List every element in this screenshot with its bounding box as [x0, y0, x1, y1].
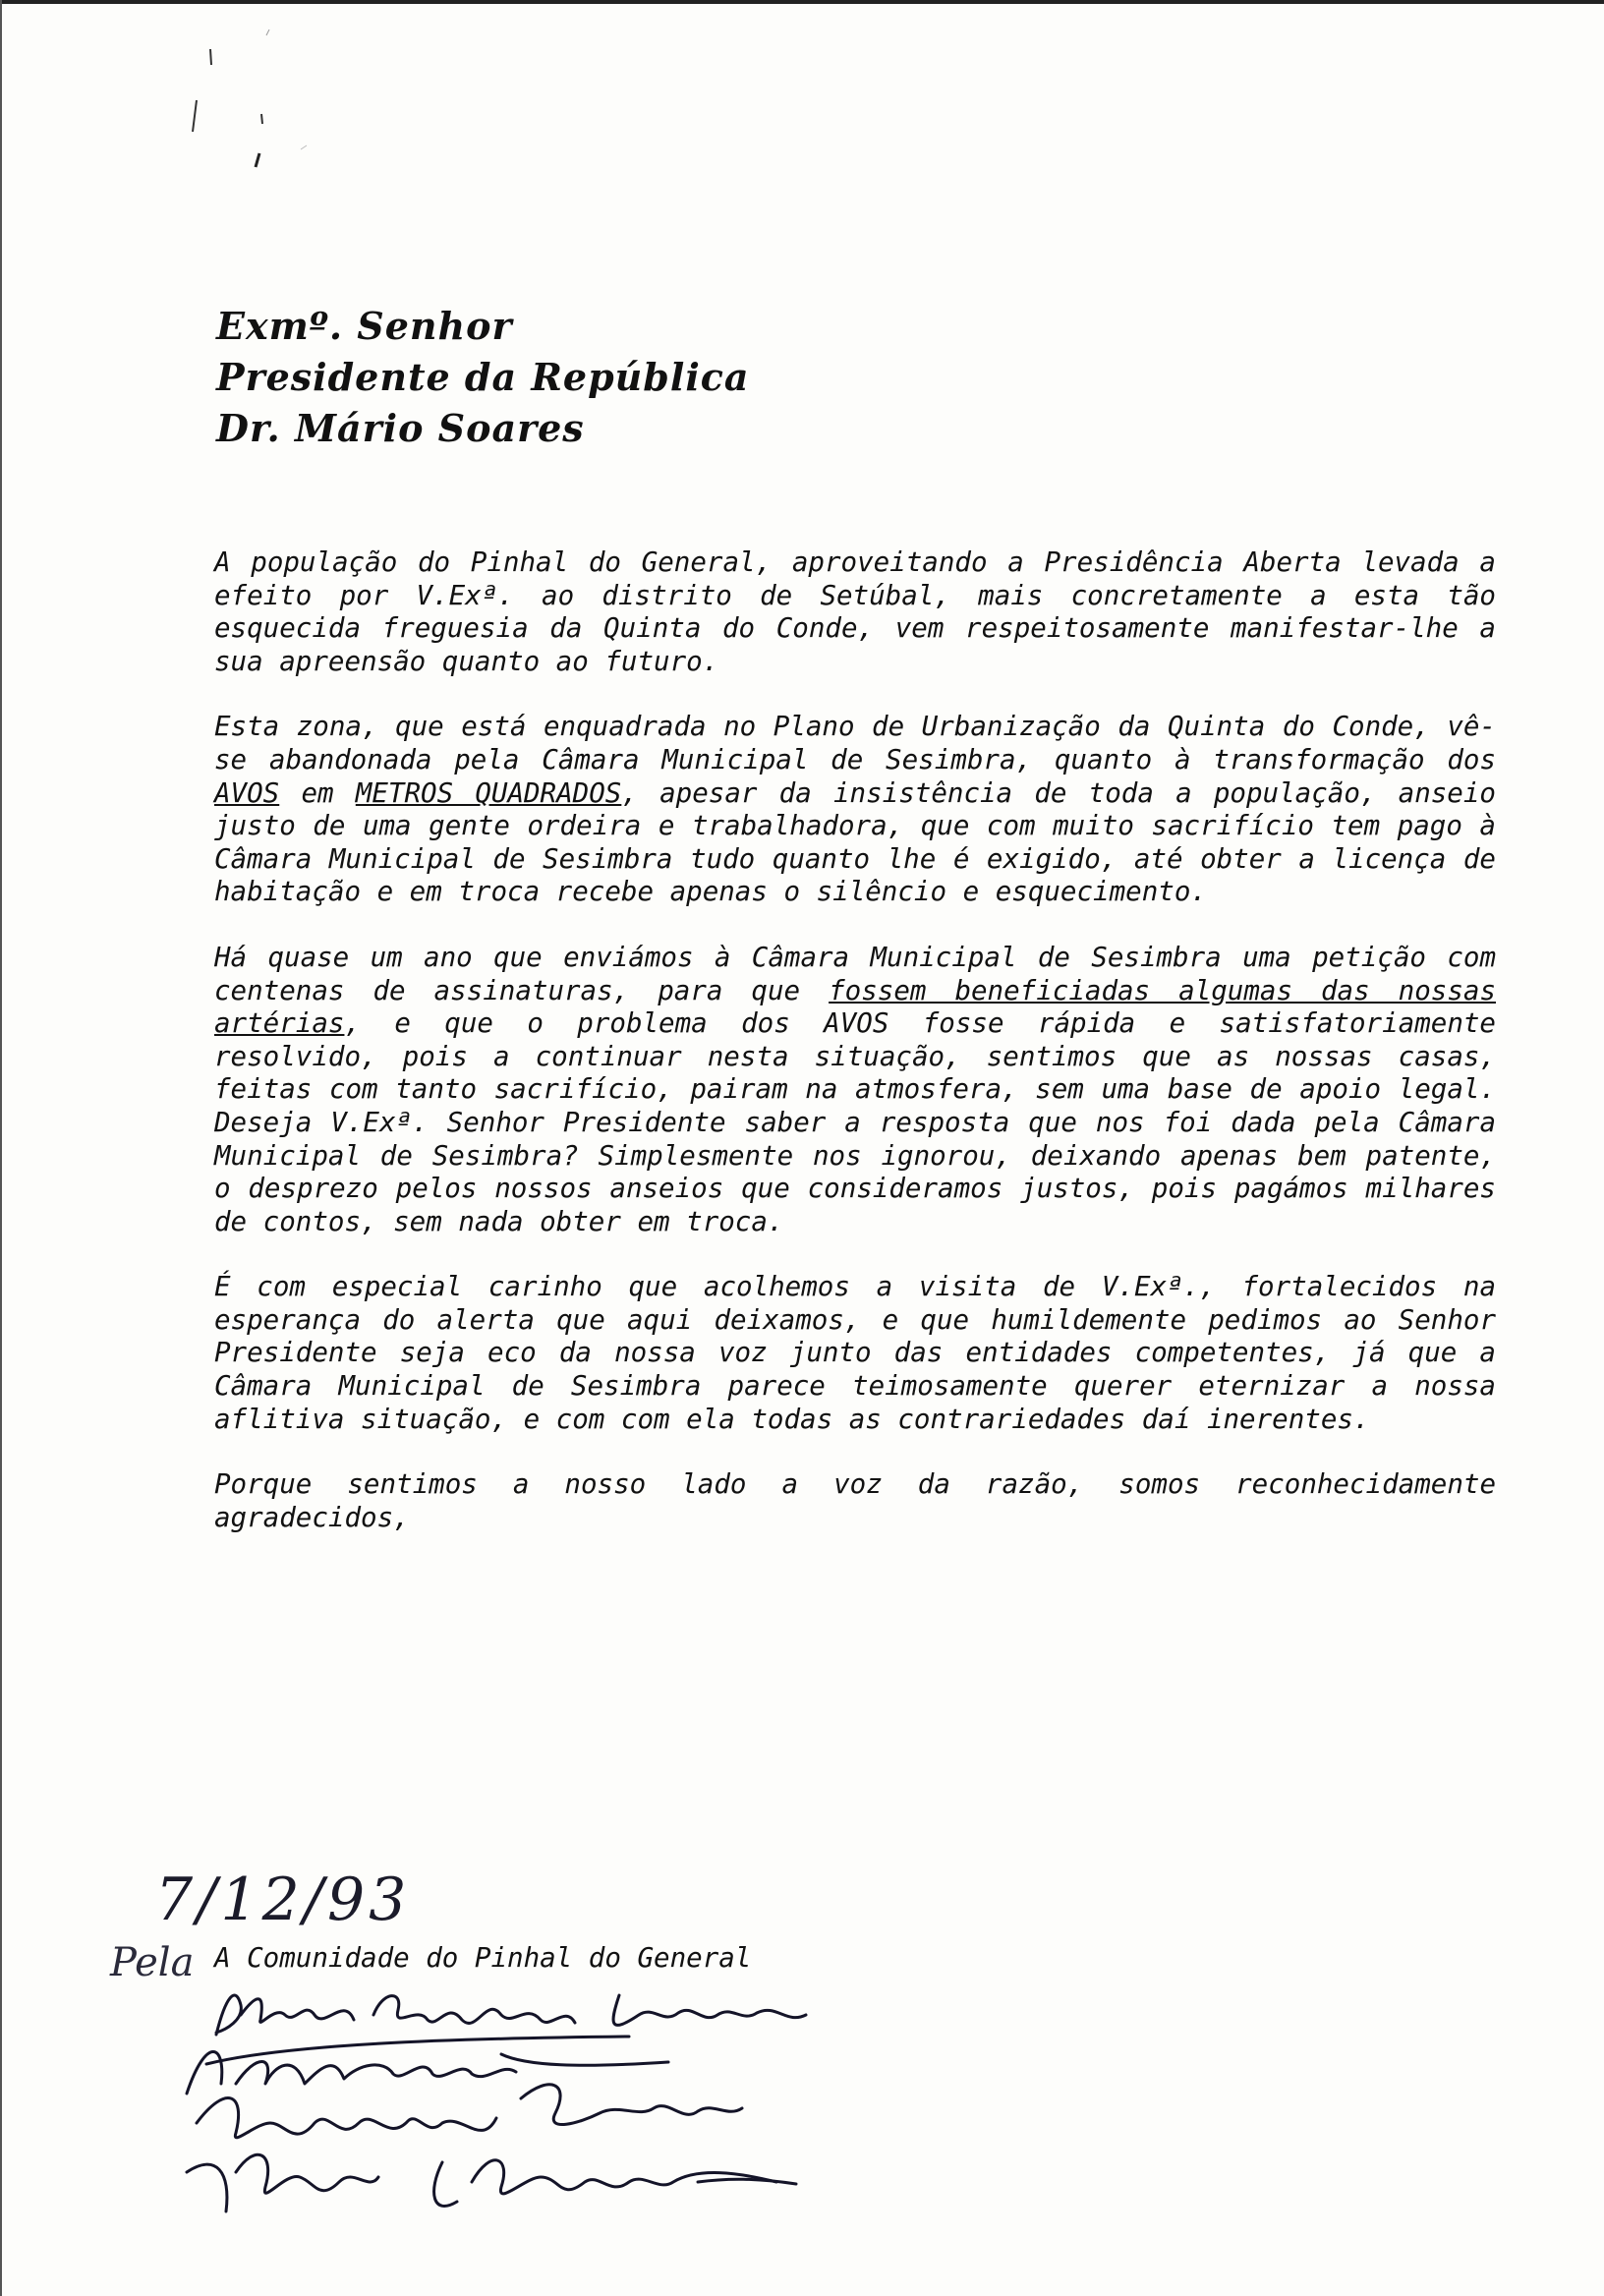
- handwritten-date: 7/12/93: [155, 1866, 411, 1934]
- stray-marks: [177, 29, 334, 187]
- addressee-title: Presidente da República: [216, 355, 750, 399]
- letter-paragraph-2: [214, 711, 1496, 909]
- letter-paragraph-5: Porque sentimos a nosso lado a voz da razão, somos reconhecidamente agradecidos,: [214, 1468, 1496, 1533]
- handwritten-note: Pela: [110, 1940, 195, 1985]
- signoff-line: A Comunidade do Pinhal do General: [214, 1942, 752, 1974]
- addressee-salutation: Exmº. Senhor: [216, 304, 513, 348]
- addressee-name: Dr. Mário Soares: [216, 406, 585, 450]
- p2-text-c: , apesar da insistência de toda a população, anseio justo de uma gente ordeira e trabalhadora, que com muito sacrifício tem pago à Câmara Municipal de Sesimbra tudo quanto lhe é exigido, até obter a licença de habitação e em troca recebe apenas o silêncio e esquecimento.: [214, 776, 1496, 908]
- p2-metros-underlined: METROS QUADRADOS: [355, 776, 622, 809]
- p3-underlined-phrase: fossem beneficiadas algumas das nossas artérias: [214, 974, 1496, 1040]
- p2-text-b: em: [279, 776, 356, 809]
- letter-paragraph-1: A população do Pinhal do General, aproveitando a Presidência Aberta levada a efeito por V.Exª. ao distrito de Setúbal, mais concretamente a esta tão esquecida freguesia da Quinta do Conde, vem respeitosamente manifestar-lhe a sua apreensão quanto ao futuro.: [214, 546, 1496, 677]
- page-border-top: [0, 0, 1604, 4]
- addressee-block: [216, 301, 750, 454]
- handwritten-signatures: [147, 1976, 904, 2221]
- letter-paragraph-4: É com especial carinho que acolhemos a visita de V.Exª., fortalecidos na esperança do alerta que aqui deixamos, e que humildemente pedimos ao Senhor Presidente seja eco da nossa voz junto das entidades competentes, já que a Câmara Municipal de Sesimbra parece teimosamente querer eternizar a nossa aflitiva situação, e com com ela todas as contrariedades daí inerentes.: [214, 1271, 1496, 1435]
- letter-body: [214, 546, 1496, 1567]
- p3-text-a: Há quase um ano que enviámos à Câmara Municipal de Sesimbra uma petição com centenas de assinaturas, para que: [214, 941, 1496, 1006]
- page-border-left: [0, 0, 2, 2296]
- p3-text-b: , e que o problema dos AVOS fosse rápida e satisfatoriamente resolvido, pois a continuar nesta situação, sentimos que as nossas casas, feitas com tanto sacrifício, pairam na atmosfera, sem uma base de apoio legal. Deseja V.Exª. Senhor Presidente saber a resposta que nos foi dada pela Câmara Municipal de Sesimbra? Simplesmente nos ignorou, deixando apenas bem patente, o desprezo pelos nossos anseios que consideramos justos, pois pagámos milhares de contos, sem nada obter em troca.: [214, 1007, 1496, 1237]
- letter-paragraph-3: [214, 942, 1496, 1238]
- p2-avos-underlined: AVOS: [214, 776, 280, 809]
- p2-text-a: Esta zona, que está enquadrada no Plano de Urbanização da Quinta do Conde, vê-se abandonada pela Câmara Municipal de Sesimbra, quanto à transformação dos: [214, 711, 1496, 775]
